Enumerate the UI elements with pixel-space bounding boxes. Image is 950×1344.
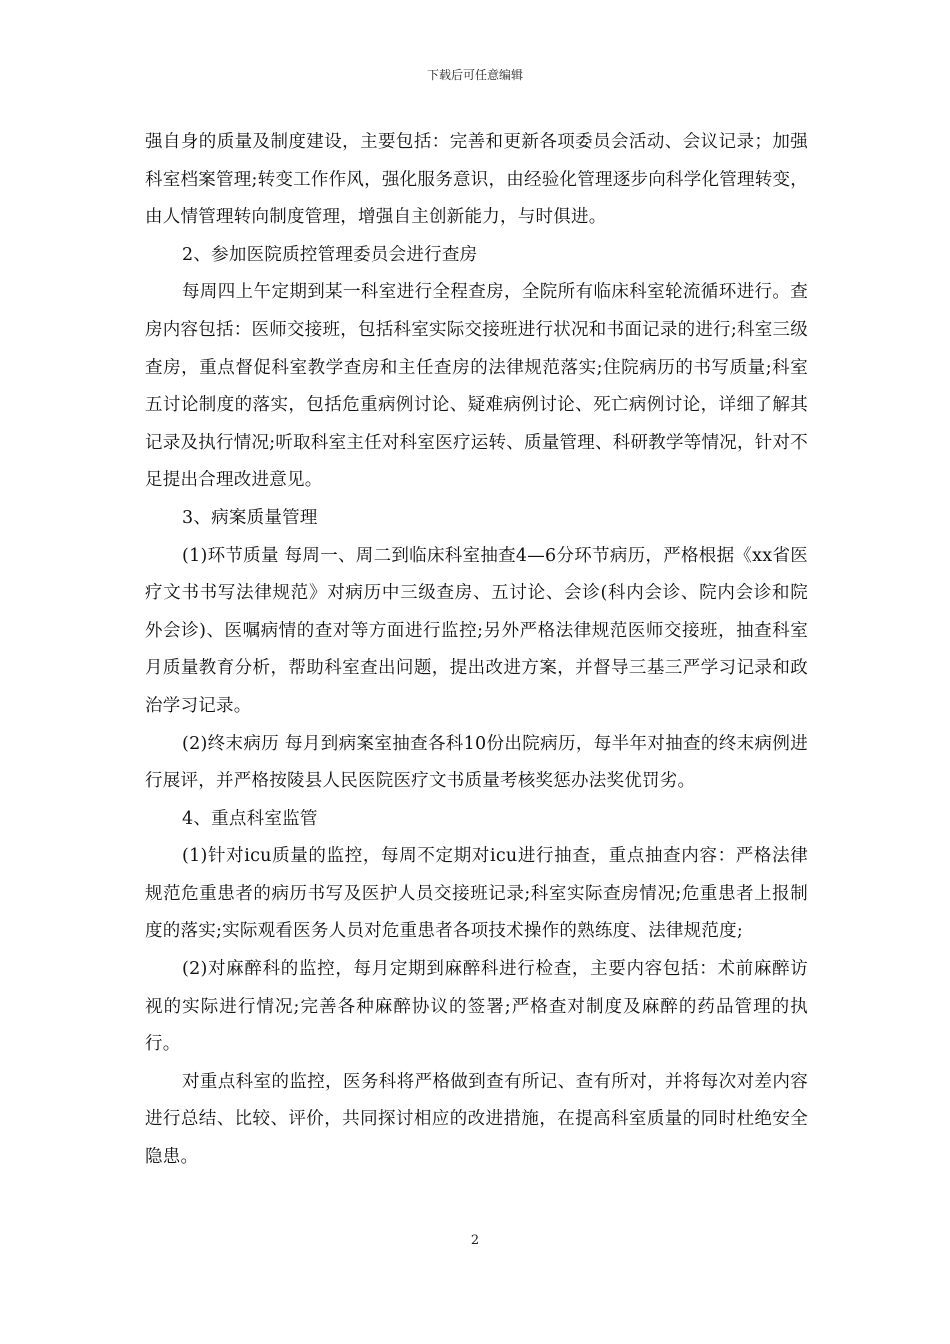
page-header: 下载后可任意编辑 bbox=[426, 68, 523, 82]
document-body bbox=[145, 124, 808, 1177]
section-heading-3: 3、病案质量管理 bbox=[182, 507, 318, 528]
section-heading-4: 4、重点科室监管 bbox=[182, 808, 318, 829]
paragraph-icu-monitoring: (1)针对icu质量的监控，每周不定期对icu进行抽查，重点抽查内容：严格法律规范危重患者的病历书写及医护人员交接班记录;科室实际查房情况;危重患者上报制度的落实;实际观看医务人员对危重患者各项技术操作的熟练度、法律规范度; bbox=[145, 846, 808, 942]
paragraph-process-quality: (1)环节质量 每周一、周二到临床科室抽查4—6分环节病历，严格根据《xx省医疗文书书写法律规范》对病历中三级查房、五讨论、会诊(科内会诊、院内会诊和院外会诊)、医嘱病情的查对等方面进行监控;另外严格法律规范医师交接班，抽查科室月质量教育分析，帮助科室查出问题，提出改进方案，并督导三基三严学习记录和政治学习记录。 bbox=[145, 545, 808, 716]
paragraph-ward-rounds: 每周四上午定期到某一科室进行全程查房，全院所有临床科室轮流循环进行。查房内容包括：医师交接班，包括科室实际交接班进行状况和书面记录的进行;科室三级查房，重点督促科室教学查房和主任查房的法律规范落实;住院病历的书写质量;科室五讨论制度的落实，包括危重病例讨论、疑难病例讨论、死亡病例讨论，详细了解其记录及执行情况;听取科室主任对科室医疗运转、质量管理、科研教学等情况，针对不足提出合理改进意见。 bbox=[145, 282, 808, 491]
paragraph-anesthesia-monitoring: (2)对麻醉科的监控，每月定期到麻醉科进行检查，主要内容包括：术前麻醉访视的实际进行情况;完善各种麻醉协议的签署;严格查对制度及麻醉的药品管理的执行。 bbox=[145, 959, 808, 1055]
paragraph-1: 强自身的质量及制度建设，主要包括：完善和更新各项委员会活动、会议记录；加强科室档案管理;转变工作作风，强化服务意识，由经验化管理逐步向科学化管理转变，由人情管理转向制度管理，增强自主创新能力，与时俱进。 bbox=[145, 132, 808, 228]
paragraph-final-records: (2)终末病历 每月到病案室抽查各科10份出院病历，每半年对抽查的终末病例进行展评，并严格按陵县人民医院医疗文书质量考核奖惩办法奖优罚劣。 bbox=[145, 733, 808, 792]
section-heading-2: 2、参加医院质控管理委员会进行查房 bbox=[182, 244, 478, 265]
paragraph-conclusion: 对重点科室的监控，医务科将严格做到查有所记、查有所对，并将每次对差内容进行总结、比较、评价，共同探讨相应的改进措施，在提高科室质量的同时杜绝安全隐患。 bbox=[145, 1071, 808, 1168]
page-number: 2 bbox=[470, 1233, 480, 1248]
